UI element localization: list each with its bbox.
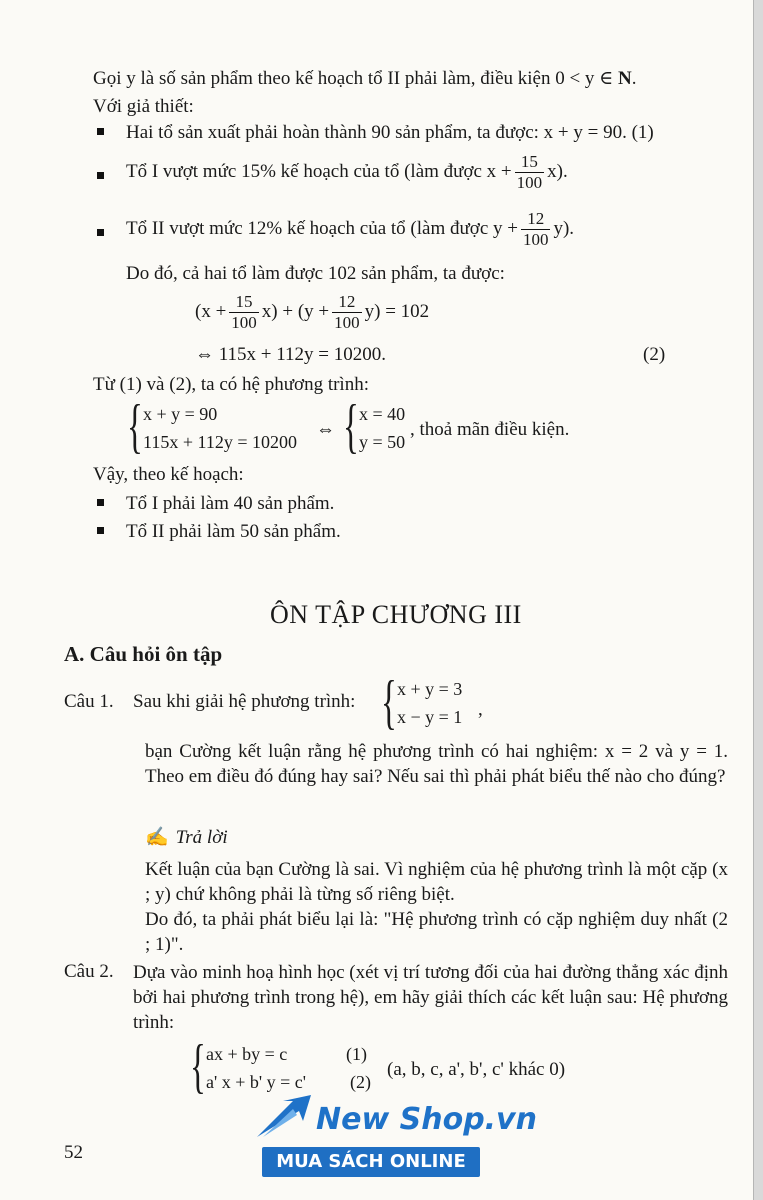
- bullet-mark: [97, 499, 104, 506]
- fraction-15-100: $\frac{15}{100}$: [231, 292, 257, 333]
- derive-equation-2: ⇔ 115x + 112y = 10200.: [195, 344, 387, 365]
- derive-line: Do đó, cả hai tổ làm được 102 sản phẩm, ta được:: [126, 263, 505, 284]
- pen-icon: ✍: [145, 827, 169, 848]
- bullet-mark: [97, 229, 104, 236]
- equation-tag-2: (2): [643, 344, 666, 365]
- system-lead: Từ (1) và (2), ta có hệ phương trình:: [93, 374, 369, 395]
- bullet-mark: [97, 527, 104, 534]
- page-number: 52: [64, 1142, 83, 1163]
- system-tail: , thoả mãn điều kiện.: [410, 419, 570, 440]
- conclusion-lead: Vậy, theo kế hoạch:: [93, 464, 244, 485]
- chapter-title: ÔN TẬP CHƯƠNG III: [270, 600, 522, 629]
- intro-line-1: Gọi y là số sản phẩm theo kế hoạch tổ II phải làm, điều kiện 0 < y ∈ N.: [93, 68, 637, 89]
- question-1-body: bạn Cường kết luận rằng hệ phương trình có hai nghiệm: x = 2 và y = 1. Theo em điều đó đúng hay sai? Nếu sai thì phải phát biểu thế nào cho đúng?: [145, 741, 728, 787]
- intro-line-2: Với giả thiết:: [93, 96, 194, 117]
- bullet-1: Hai tổ sản xuất phải hoàn thành 90 sản phẩm, ta được: x + y = 90. (1): [126, 122, 654, 143]
- page-edge: [753, 0, 763, 1200]
- logo-swoosh-icon: [253, 1093, 315, 1141]
- fraction-12-100: $\frac{12}{100}$: [522, 209, 549, 250]
- section-heading: A. Câu hỏi ôn tập: [64, 642, 223, 666]
- fraction-12-100: $\frac{12}{100}$: [334, 292, 360, 333]
- question-1-system: x + y = 3 x − y = 1: [397, 679, 463, 727]
- question-1-label: Câu 1.: [64, 691, 114, 712]
- derive-equation: (x + $\frac{15}{100}$ x) + (y + $\frac{12}{100}$ y) = 102: [195, 292, 430, 333]
- fraction-15-100: $\frac{15}{100}$: [516, 152, 543, 193]
- system-left: x + y = 90 115x + 112y = 10200: [143, 404, 297, 452]
- logo-bar: MUA SÁCH ONLINE: [262, 1147, 480, 1177]
- question-2-body: Dựa vào minh hoạ hình học (xét vị trí tương đối của hai đường thẳng xác định bởi hai phương trình trong hệ), em hãy giải thích các kết luận sau: Hệ phương trình:: [133, 962, 728, 1033]
- answer-heading: ✍ Trả lời: [145, 827, 228, 848]
- conclusion-1: Tổ I phải làm 40 sản phẩm.: [126, 493, 335, 514]
- question-2-label: Câu 2.: [64, 961, 114, 982]
- question-2-system: ax + by = c (1) a' x + b' y = c' (2): [206, 1044, 371, 1092]
- equivalence-arrow: ⇔: [316, 419, 335, 440]
- question-2-condition: (a, b, c, a', b', c' khác 0): [387, 1059, 566, 1080]
- left-brace: {: [127, 393, 143, 459]
- answer-2: Do đó, ta phải phát biểu lại là: "Hệ phương trình có cặp nghiệm duy nhất (2 ; 1)".: [145, 909, 728, 955]
- bullet-3: Tổ II vượt mức 12% kế hoạch của tổ (làm được y + $\frac{12}{100}$ y).: [126, 209, 575, 250]
- left-brace: {: [190, 1033, 206, 1099]
- bullet-2: Tổ I vượt mức 15% kế hoạch của tổ (làm được x + $\frac{15}{100}$ x).: [126, 152, 568, 193]
- question-1-comma: ,: [478, 699, 483, 720]
- bullet-mark: [97, 172, 104, 179]
- left-brace: {: [381, 669, 397, 735]
- system-right: x = 40 y = 50: [359, 404, 406, 452]
- answer-1: Kết luận của bạn Cường là sai. Vì nghiệm của hệ phương trình là một cặp (x ; y) chứ không phải là từng số riêng biệt.: [145, 859, 728, 905]
- logo-text: New Shop.vn: [316, 1102, 537, 1137]
- left-brace: {: [343, 393, 359, 459]
- conclusion-2: Tổ II phải làm 50 sản phẩm.: [126, 521, 341, 542]
- question-1-text: Sau khi giải hệ phương trình:: [133, 691, 356, 712]
- bullet-mark: [97, 128, 104, 135]
